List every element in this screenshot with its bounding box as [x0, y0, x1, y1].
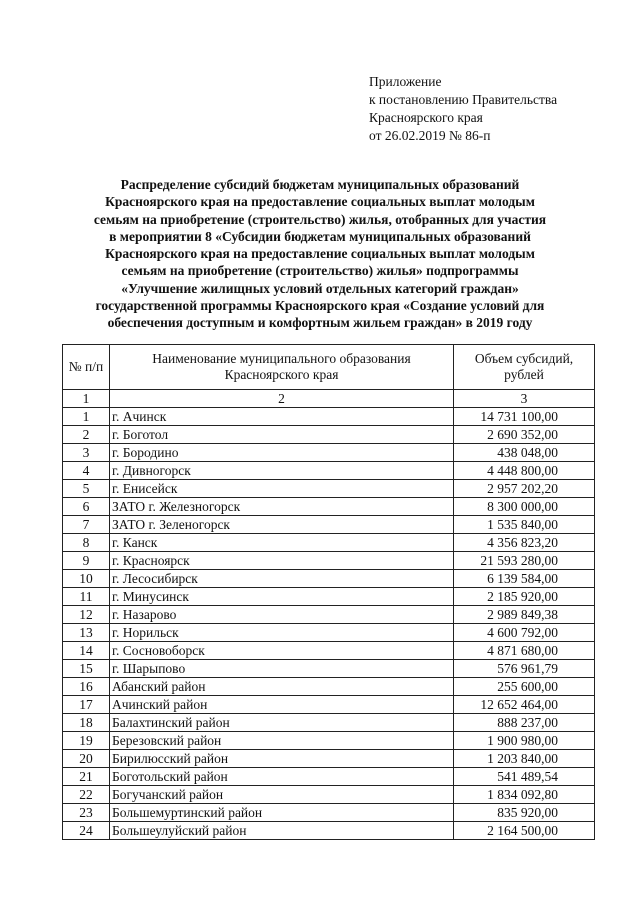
- municipality-cell: Абанский район: [110, 678, 454, 696]
- row-number-cell: 23: [63, 804, 110, 822]
- table-row: [63, 588, 595, 606]
- municipality-cell: г. Боготол: [110, 426, 454, 444]
- row-number-cell: 3: [63, 444, 110, 462]
- table-index-row: [63, 390, 595, 408]
- subsidy-amount-cell: 2 164 500,00: [454, 822, 595, 840]
- municipality-cell: г. Енисейск: [110, 480, 454, 498]
- table-row: [63, 516, 595, 534]
- row-number-cell: 15: [63, 660, 110, 678]
- index-cell: 3: [454, 390, 595, 408]
- table-row: [63, 534, 595, 552]
- municipality-cell: Большемуртинский район: [110, 804, 454, 822]
- municipality-cell: ЗАТО г. Железногорск: [110, 498, 454, 516]
- header-amount: Объем субсидий, рублей: [454, 345, 595, 390]
- table-row: [63, 660, 595, 678]
- municipality-cell: Ачинский район: [110, 696, 454, 714]
- appendix-line: к постановлению Правительства: [369, 92, 558, 107]
- subsidy-amount-cell: 4 356 823,20: [454, 534, 595, 552]
- subsidy-amount-cell: 2 957 202,20: [454, 480, 595, 498]
- row-number-cell: 6: [63, 498, 110, 516]
- table-row: [63, 498, 595, 516]
- subsidy-amount-cell: 1 535 840,00: [454, 516, 595, 534]
- municipality-cell: Большеулуйский район: [110, 822, 454, 840]
- row-number-cell: 14: [63, 642, 110, 660]
- row-number-cell: 8: [63, 534, 110, 552]
- subsidy-amount-cell: 14 731 100,00: [454, 408, 595, 426]
- subsidy-amount-cell: 4 871 680,00: [454, 642, 595, 660]
- row-number-cell: 16: [63, 678, 110, 696]
- subsidy-amount-cell: 1 900 980,00: [454, 732, 595, 750]
- municipality-cell: г. Назарово: [110, 606, 454, 624]
- municipality-cell: г. Норильск: [110, 624, 454, 642]
- subsidy-amount-cell: 255 600,00: [454, 678, 595, 696]
- subsidies-table: [62, 344, 595, 840]
- header-name: Наименование муниципального образования Красноярского края: [110, 345, 454, 390]
- title-line: семьям на приобретение (строительство) жилья, отобранных для участия: [93, 211, 547, 227]
- municipality-cell: ЗАТО г. Зеленогорск: [110, 516, 454, 534]
- row-number-cell: 5: [63, 480, 110, 498]
- table-header-row: [63, 345, 595, 390]
- table-row: [63, 696, 595, 714]
- subsidy-amount-cell: 576 961,79: [454, 660, 595, 678]
- row-number-cell: 2: [63, 426, 110, 444]
- table-row: [63, 732, 595, 750]
- header-num: № п/п: [63, 345, 110, 390]
- subsidy-amount-cell: 4 448 800,00: [454, 462, 595, 480]
- title-line: Красноярского края на предоставление социальных выплат молодым: [105, 246, 535, 262]
- municipality-cell: Богучанский район: [110, 786, 454, 804]
- subsidy-amount-cell: 1 203 840,00: [454, 750, 595, 768]
- municipality-cell: Боготольский район: [110, 768, 454, 786]
- municipality-cell: г. Красноярск: [110, 552, 454, 570]
- table-row: [63, 714, 595, 732]
- document-title: [40, 176, 600, 332]
- row-number-cell: 17: [63, 696, 110, 714]
- index-cell: 1: [63, 390, 110, 408]
- row-number-cell: 10: [63, 570, 110, 588]
- table-row: [63, 642, 595, 660]
- row-number-cell: 4: [63, 462, 110, 480]
- table-row: [63, 570, 595, 588]
- subsidy-amount-cell: 888 237,00: [454, 714, 595, 732]
- municipality-cell: г. Лесосибирск: [110, 570, 454, 588]
- subsidy-amount-cell: 1 834 092,80: [454, 786, 595, 804]
- municipality-cell: Березовский район: [110, 732, 454, 750]
- table-row: [63, 408, 595, 426]
- appendix-block: [369, 73, 557, 145]
- title-line: в мероприятии 8 «Субсидии бюджетам муниципальных образований: [109, 228, 531, 244]
- table-row: [63, 606, 595, 624]
- row-number-cell: 19: [63, 732, 110, 750]
- municipality-cell: Бирилюсский район: [110, 750, 454, 768]
- municipality-cell: Балахтинский район: [110, 714, 454, 732]
- subsidy-amount-cell: 2 690 352,00: [454, 426, 595, 444]
- municipality-cell: г. Шарыпово: [110, 660, 454, 678]
- table-row: [63, 804, 595, 822]
- subsidy-amount-cell: 21 593 280,00: [454, 552, 595, 570]
- subsidy-amount-cell: 2 989 849,38: [454, 606, 595, 624]
- row-number-cell: 21: [63, 768, 110, 786]
- row-number-cell: 9: [63, 552, 110, 570]
- table-row: [63, 462, 595, 480]
- row-number-cell: 24: [63, 822, 110, 840]
- table-row: [63, 480, 595, 498]
- appendix-line: Приложение: [369, 74, 442, 89]
- row-number-cell: 22: [63, 786, 110, 804]
- municipality-cell: г. Бородино: [110, 444, 454, 462]
- row-number-cell: 13: [63, 624, 110, 642]
- table-row: [63, 750, 595, 768]
- row-number-cell: 7: [63, 516, 110, 534]
- subsidy-amount-cell: 4 600 792,00: [454, 624, 595, 642]
- municipality-cell: г. Сосновоборск: [110, 642, 454, 660]
- subsidy-amount-cell: 2 185 920,00: [454, 588, 595, 606]
- appendix-line: Красноярского края: [369, 110, 483, 125]
- table-row: [63, 678, 595, 696]
- table-row: [63, 426, 595, 444]
- municipality-cell: г. Канск: [110, 534, 454, 552]
- subsidy-amount-cell: 6 139 584,00: [454, 570, 595, 588]
- row-number-cell: 1: [63, 408, 110, 426]
- row-number-cell: 18: [63, 714, 110, 732]
- table-row: [63, 552, 595, 570]
- subsidy-amount-cell: 438 048,00: [454, 444, 595, 462]
- table-row: [63, 624, 595, 642]
- municipality-cell: г. Минусинск: [110, 588, 454, 606]
- title-line: «Улучшение жилищных условий отдельных категорий граждан»: [121, 280, 519, 296]
- title-line: обеспечения доступным и комфортным жильем граждан» в 2019 году: [107, 315, 533, 331]
- row-number-cell: 12: [63, 606, 110, 624]
- municipality-cell: г. Ачинск: [110, 408, 454, 426]
- table-row: [63, 822, 595, 840]
- subsidy-amount-cell: 12 652 464,00: [454, 696, 595, 714]
- title-line: семьям на приобретение (строительство) жилья» подпрограммы: [121, 263, 519, 279]
- title-line: Распределение субсидий бюджетам муниципальных образований: [120, 177, 520, 192]
- table-row: [63, 786, 595, 804]
- row-number-cell: 11: [63, 588, 110, 606]
- table-body: [63, 408, 595, 840]
- row-number-cell: 20: [63, 750, 110, 768]
- title-line: государственной программы Красноярского края «Создание условий для: [95, 298, 545, 314]
- subsidy-amount-cell: 8 300 000,00: [454, 498, 595, 516]
- table-row: [63, 768, 595, 786]
- subsidy-amount-cell: 541 489,54: [454, 768, 595, 786]
- municipality-cell: г. Дивногорск: [110, 462, 454, 480]
- index-cell: 2: [110, 390, 454, 408]
- title-line: Красноярского края на предоставление социальных выплат молодым: [105, 194, 535, 210]
- subsidy-amount-cell: 835 920,00: [454, 804, 595, 822]
- appendix-date-line: от 26.02.2019 № 86-п: [369, 128, 491, 143]
- table-row: [63, 444, 595, 462]
